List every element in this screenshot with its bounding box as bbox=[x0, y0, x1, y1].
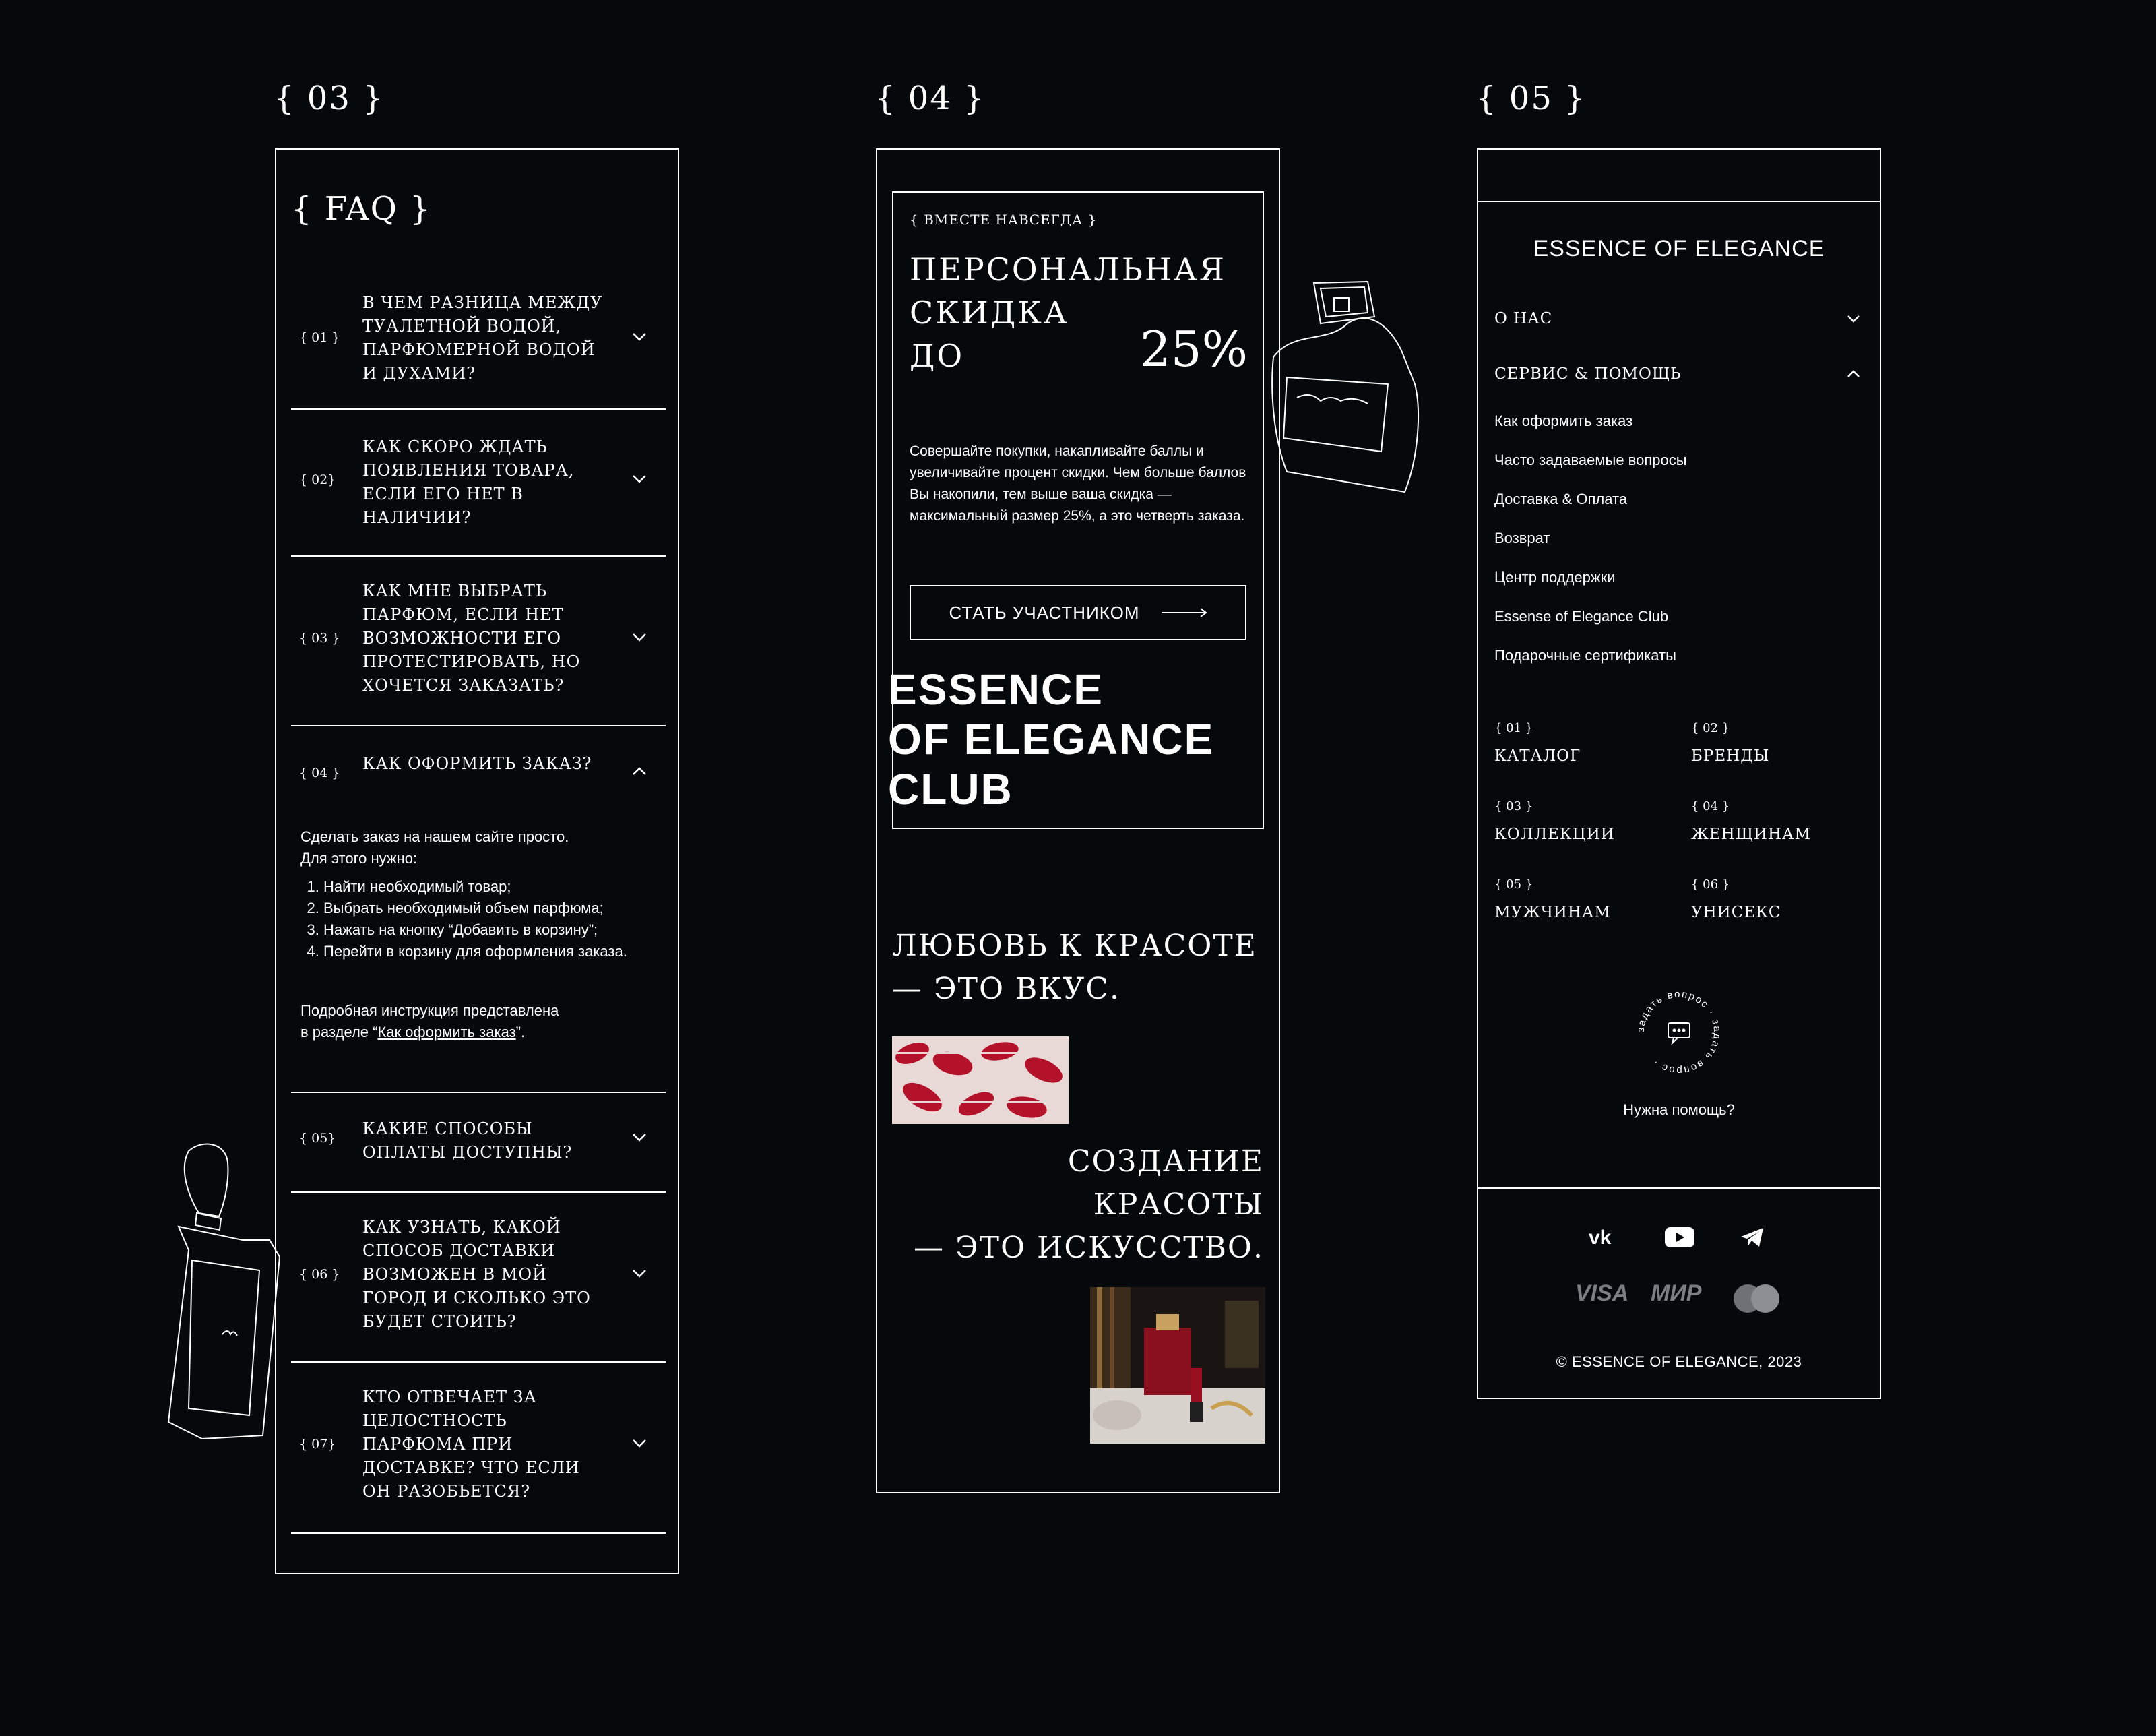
create-beauty-heading bbox=[914, 1140, 1264, 1270]
category-number: { 04 } bbox=[1691, 799, 1730, 813]
chevron-down-icon[interactable] bbox=[632, 1435, 647, 1450]
mir-logo: МИР bbox=[1651, 1280, 1702, 1306]
section-number-04: { 04 } bbox=[875, 80, 986, 117]
faq-question: КАКИЕ СПОСОБЫ ОПЛАТЫ ДОСТУПНЫ? bbox=[362, 1119, 573, 1162]
faq-item[interactable] bbox=[291, 408, 666, 557]
accordion-about[interactable] bbox=[1494, 310, 1861, 328]
category-label: УНИСЕКС bbox=[1691, 904, 1781, 921]
answer-intro: Сделать заказ на нашем сайте просто. bbox=[300, 828, 569, 845]
faq-item-number: { 04 } bbox=[299, 766, 340, 780]
chat-icon bbox=[1668, 1023, 1690, 1043]
club-screen bbox=[876, 148, 1280, 1493]
faq-item[interactable] bbox=[291, 271, 666, 410]
ask-question-badge[interactable] bbox=[1632, 985, 1726, 1080]
love-beauty-heading bbox=[892, 925, 1257, 1011]
category-number: { 03 } bbox=[1494, 799, 1533, 813]
faq-answer bbox=[300, 826, 651, 1043]
faq-item-number: { 02} bbox=[299, 472, 336, 487]
join-club-button[interactable] bbox=[910, 585, 1246, 640]
heading-line: КРАСОТЫ bbox=[1093, 1187, 1264, 1222]
faq-title: { FAQ } bbox=[291, 190, 432, 228]
heading-line: — ЭТО ИСКУССТВО. bbox=[913, 1231, 1264, 1265]
svg-text:vk: vk bbox=[1589, 1227, 1612, 1247]
visa-logo: VISA bbox=[1575, 1280, 1629, 1306]
answer-outro: Подробная инструкция представлена bbox=[300, 1002, 559, 1019]
category-women[interactable] bbox=[1691, 799, 1811, 843]
category-label: МУЖЧИНАМ bbox=[1494, 904, 1611, 921]
answer-step: 4. Перейти в корзину для оформления заказа. bbox=[323, 941, 651, 962]
faq-screen bbox=[275, 148, 679, 1574]
perfume-still-life-image bbox=[1090, 1287, 1265, 1444]
answer-step: 2. Выбрать необходимый объем парфюма; bbox=[323, 898, 651, 919]
telegram-icon[interactable] bbox=[1740, 1227, 1765, 1248]
category-label: КОЛЛЕКЦИИ bbox=[1494, 826, 1615, 843]
chevron-down-icon[interactable] bbox=[632, 329, 647, 344]
answer-outro-line bbox=[300, 1022, 651, 1043]
category-unisex[interactable] bbox=[1691, 877, 1781, 921]
svg-text:задать вопрос · задать вопрос bbox=[1635, 989, 1723, 1076]
answer-step: 1. Найти необходимый товар; bbox=[323, 876, 651, 898]
lipstick-prints-image bbox=[892, 1036, 1069, 1124]
faq-item-number: { 06 } bbox=[299, 1267, 340, 1282]
section-number-03: { 03 } bbox=[274, 80, 385, 117]
ask-ring-text: задать вопрос · задать вопрос · bbox=[1635, 988, 1723, 1077]
arrow-right-icon bbox=[1162, 608, 1207, 617]
category-number: { 02 } bbox=[1691, 721, 1730, 735]
category-number: { 01 } bbox=[1494, 721, 1533, 735]
faq-item[interactable] bbox=[291, 555, 666, 726]
club-logo-line: ESSENCE bbox=[888, 665, 1104, 714]
faq-item-expanded[interactable] bbox=[291, 725, 666, 1093]
faq-item[interactable] bbox=[291, 1361, 666, 1534]
accordion-label: О НАС bbox=[1494, 310, 1553, 328]
category-collections[interactable] bbox=[1494, 799, 1615, 843]
answer-outro-suffix: ”. bbox=[515, 1024, 526, 1041]
heading-line: — ЭТО ВКУС. bbox=[892, 972, 1120, 1006]
faq-item[interactable] bbox=[291, 1092, 666, 1193]
need-help-link[interactable]: Нужна помощь? bbox=[1623, 1101, 1735, 1118]
chevron-up-icon[interactable] bbox=[632, 764, 647, 779]
faq-item-number: { 03 } bbox=[299, 631, 340, 646]
vk-icon[interactable] bbox=[1589, 1227, 1620, 1247]
category-catalog[interactable] bbox=[1494, 721, 1581, 765]
faq-question: КАК МНЕ ВЫБРАТЬ ПАРФЮМ, ЕСЛИ НЕТ ВОЗМОЖНОСТИ ЕГО ПРОТЕСТИРОВАТЬ, НО ХОЧЕТСЯ ЗАКАЗАТЬ? bbox=[362, 582, 581, 695]
header-divider bbox=[1478, 201, 1880, 202]
answer-intro: Для этого нужно: bbox=[300, 850, 418, 867]
club-promo-card bbox=[888, 191, 1264, 829]
chevron-down-icon[interactable] bbox=[1846, 311, 1861, 326]
chevron-down-icon[interactable] bbox=[632, 471, 647, 486]
accordion-service[interactable] bbox=[1494, 365, 1861, 383]
club-logo-line: CLUB bbox=[888, 765, 1013, 813]
chevron-down-icon[interactable] bbox=[632, 1266, 647, 1280]
service-links bbox=[1494, 412, 1687, 686]
footer-link[interactable]: Доставка & Оплата bbox=[1494, 491, 1628, 507]
promo-description: Совершайте покупки, накапливайте баллы и увеличивайте процент скидки. Чем больше баллов Вы накопили, тем выше ваша скидка — максимальный размер 25%, а это четверть заказа. bbox=[910, 443, 1246, 524]
category-brands[interactable] bbox=[1691, 721, 1770, 765]
faq-question: В ЧЕМ РАЗНИЦА МЕЖДУ ТУАЛЕТНОЙ ВОДОЙ, ПАРФЮМЕРНОЙ ВОДОЙ И ДУХАМИ? bbox=[362, 293, 603, 383]
faq-question: КТО ОТВЕЧАЕТ ЗА ЦЕЛОСТНОСТЬ ПАРФЮМА ПРИ ДОСТАВКЕ? ЧТО ЕСЛИ ОН РАЗОБЬЕТСЯ? bbox=[362, 1388, 580, 1501]
discount-percent: 25% bbox=[1139, 321, 1248, 377]
footer-screen bbox=[1477, 148, 1881, 1399]
footer-divider bbox=[1478, 1187, 1880, 1189]
accordion-label: СЕРВИС & ПОМОЩЬ bbox=[1494, 365, 1682, 383]
faq-question: КАК СКОРО ЖДАТЬ ПОЯВЛЕНИЯ ТОВАРА, ЕСЛИ ЕГО НЕТ В НАЛИЧИИ? bbox=[362, 437, 575, 527]
chevron-down-icon[interactable] bbox=[632, 1129, 647, 1144]
footer-link[interactable]: Центр поддержки bbox=[1494, 569, 1616, 586]
faq-item-number: { 05} bbox=[299, 1131, 336, 1146]
faq-item-number: { 07} bbox=[299, 1437, 336, 1452]
copyright: © ESSENCE OF ELEGANCE, 2023 bbox=[1556, 1353, 1802, 1370]
chevron-up-icon[interactable] bbox=[1846, 367, 1861, 381]
heading-line: ЛЮБОВЬ К КРАСОТЕ bbox=[892, 929, 1257, 963]
footer-link[interactable]: Часто задаваемые вопросы bbox=[1494, 452, 1687, 468]
perfume-bottle-illustration bbox=[162, 1139, 290, 1456]
chevron-down-icon[interactable] bbox=[632, 629, 647, 644]
category-men[interactable] bbox=[1494, 877, 1611, 921]
faq-question: КАК УЗНАТЬ, КАКОЙ СПОСОБ ДОСТАВКИ ВОЗМОЖЕН В МОЙ ГОРОД И СКОЛЬКО ЭТО БУДЕТ СТОИТЬ? bbox=[362, 1218, 591, 1331]
heading-line: СОЗДАНИЕ bbox=[1067, 1144, 1264, 1179]
promo-tag: { ВМЕСТЕ НАВСЕГДА } bbox=[910, 212, 1098, 228]
faq-item[interactable] bbox=[291, 1191, 666, 1363]
category-label: БРЕНДЫ bbox=[1691, 747, 1770, 765]
category-label: КАТАЛОГ bbox=[1494, 747, 1581, 765]
perfume-bottle-illustration bbox=[1267, 270, 1435, 499]
footer-link[interactable]: Возврат bbox=[1494, 530, 1550, 547]
join-club-button-label: СТАТЬ УЧАСТНИКОМ bbox=[949, 602, 1140, 623]
how-to-order-link[interactable]: Как оформить заказ bbox=[377, 1024, 516, 1041]
answer-outro-prefix: в разделе “ bbox=[300, 1024, 378, 1041]
faq-item-number: { 01 } bbox=[299, 330, 340, 345]
promo-title-line: ДО bbox=[910, 338, 965, 374]
category-number: { 06 } bbox=[1691, 877, 1730, 892]
footer-link[interactable]: Как оформить заказ bbox=[1494, 412, 1633, 429]
footer-link[interactable]: Подарочные сертификаты bbox=[1494, 647, 1676, 664]
category-number: { 05 } bbox=[1494, 877, 1533, 892]
promo-title-line: СКИДКА bbox=[910, 294, 1069, 331]
section-number-05: { 05 } bbox=[1476, 80, 1587, 117]
club-logo-line: OF ELEGANCE bbox=[888, 715, 1215, 764]
answer-step: 3. Нажать на кнопку “Добавить в корзину”; bbox=[323, 919, 651, 941]
promo-title-line: ПЕРСОНАЛЬНАЯ bbox=[910, 251, 1226, 288]
category-label: ЖЕНЩИНАМ bbox=[1691, 826, 1812, 843]
mastercard-logo bbox=[1730, 1283, 1783, 1314]
brand-logo[interactable]: ESSENCE OF ELEGANCE bbox=[1533, 236, 1825, 261]
youtube-icon[interactable] bbox=[1664, 1227, 1695, 1248]
club-logo bbox=[888, 664, 1214, 814]
footer-link[interactable]: Essense of Elegance Club bbox=[1494, 608, 1669, 625]
faq-question: КАК ОФОРМИТЬ ЗАКАЗ? bbox=[362, 754, 592, 773]
answer-steps bbox=[300, 876, 651, 962]
